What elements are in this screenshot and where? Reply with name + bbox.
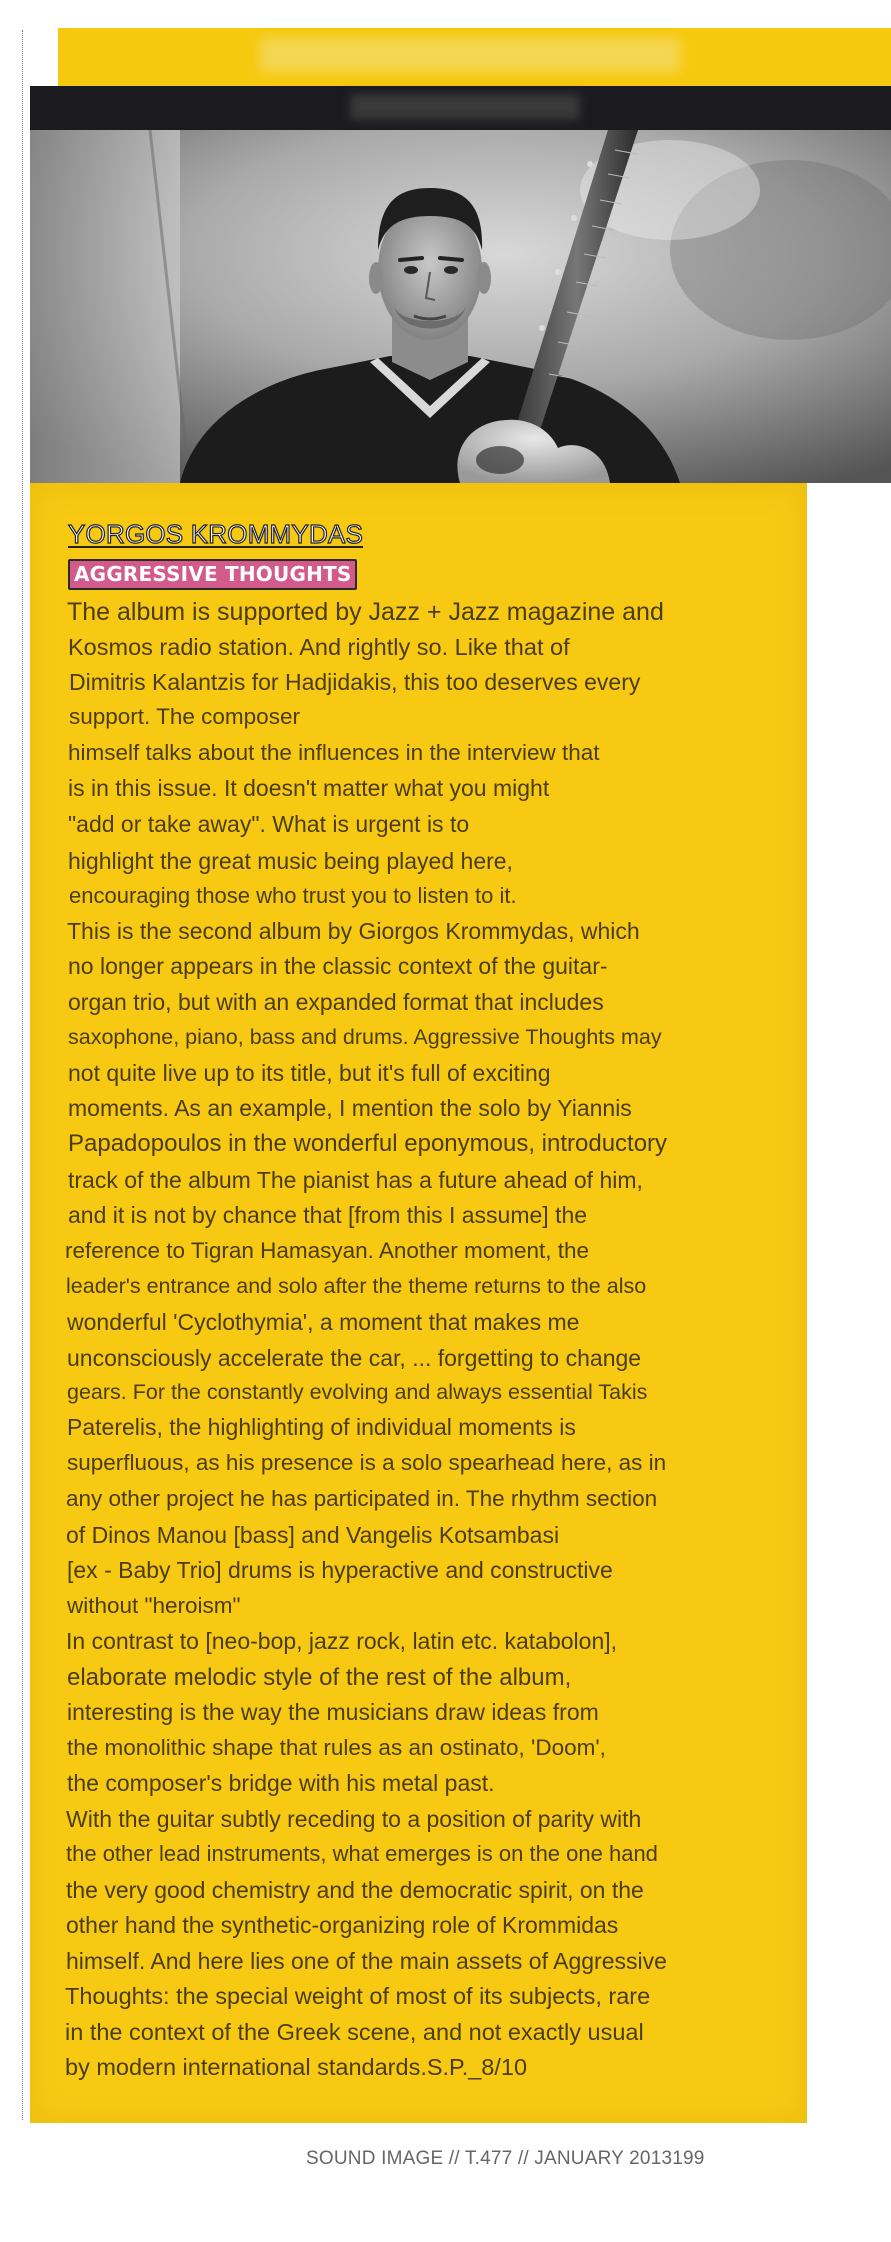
body-line: the other lead instruments, what emerges is on the one hand [66, 1841, 658, 1866]
body-line: the monolithic shape that rules as an ostinato, 'Doom', [67, 1735, 606, 1760]
musician-photo [30, 130, 891, 483]
body-line: saxophone, piano, bass and drums. Aggressive Thoughts may [68, 1025, 662, 1049]
body-line: no longer appears in the classic context of the guitar- [68, 953, 608, 979]
body-line: the very good chemistry and the democratic spirit, on the [66, 1877, 644, 1903]
body-line: reference to Tigran Hamasyan. Another moment, the [65, 1238, 590, 1263]
page-edge-line [22, 30, 23, 2120]
body-line: of Dinos Manou [bass] and Vangelis Kotsambasi [66, 1522, 560, 1548]
body-line: highlight the great music being played here, [68, 848, 513, 874]
body-line: himself. And here lies one of the main assets of Aggressive [66, 1948, 667, 1974]
body-line: With the guitar subtly receding to a position of parity with [66, 1806, 642, 1832]
body-line: moments. As an example, I mention the solo by Yiannis [68, 1095, 632, 1121]
album-title: AGGRESSIVE THOUGHTS [68, 559, 357, 590]
body-line: track of the album The pianist has a future ahead of him, [68, 1167, 643, 1193]
body-line: Papadopoulos in the wonderful eponymous, introductory [68, 1130, 668, 1157]
body-line: elaborate melodic style of the rest of the album, [67, 1664, 572, 1691]
body-line: superfluous, as his presence is a solo spearhead here, as in [67, 1450, 667, 1475]
body-line: leader's entrance and solo after the theme returns to the also [66, 1274, 647, 1298]
page-footer: SOUND IMAGE // T.477 // JANUARY 2013199 [306, 2148, 705, 2169]
body-line: Dimitris Kalantzis for Hadjidakis, this too deserves every [69, 669, 641, 695]
body-line: organ trio, but with an expanded format that includes [68, 989, 604, 1015]
body-line: without "heroism" [67, 1593, 241, 1618]
body-line: himself talks about the influences in the interview that [68, 740, 600, 765]
artist-name: YORGOS KROMMYDAS [68, 519, 364, 549]
body-line: and it is not by chance that [from this I assume] the [68, 1202, 588, 1228]
body-line: in the context of the Greek scene, and not exactly usual [65, 2019, 644, 2045]
body-line: is in this issue. It doesn't matter what you might [68, 775, 550, 801]
body-line: In contrast to [neo-bop, jazz rock, latin etc. katabolon], [66, 1628, 618, 1654]
body-line: gears. For the constantly evolving and always essential Takis [67, 1380, 648, 1404]
body-line: interesting is the way the musicians draw ideas from [67, 1699, 599, 1725]
body-line: by modern international standards.S.P._8/10 [65, 2054, 528, 2080]
body-line: Thoughts: the special weight of most of its subjects, rare [65, 1983, 651, 2009]
body-line: [ex - Baby Trio] drums is hyperactive and constructive [67, 1557, 613, 1583]
body-line: Paterelis, the highlighting of individual moments is [67, 1414, 576, 1440]
body-line: Kosmos radio station. And rightly so. Like that of [68, 634, 570, 660]
body-line: wonderful 'Cyclothymia', a moment that makes me [67, 1309, 580, 1335]
body-line: The album is supported by Jazz + Jazz magazine and [67, 598, 664, 626]
body-line: "add or take away". What is urgent is to [68, 811, 470, 837]
article-body [30, 483, 807, 2123]
body-line: not quite live up to its title, but it's full of exciting [68, 1060, 551, 1086]
body-line: unconsciously accelerate the car, ... forgetting to change [67, 1345, 642, 1371]
body-line: This is the second album by Giorgos Krommydas, which [67, 918, 640, 944]
review-article [30, 483, 807, 2123]
header-blurred-text [260, 38, 680, 72]
body-line: support. The composer [69, 704, 300, 729]
body-line: other hand the synthetic-organizing role of Krommidas [66, 1912, 619, 1938]
body-line: the composer's bridge with his metal past. [67, 1770, 495, 1796]
body-line: encouraging those who trust you to listen to it. [69, 883, 517, 908]
band-blurred-text [350, 94, 580, 120]
body-line: any other project he has participated in. The rhythm section [66, 1486, 658, 1511]
